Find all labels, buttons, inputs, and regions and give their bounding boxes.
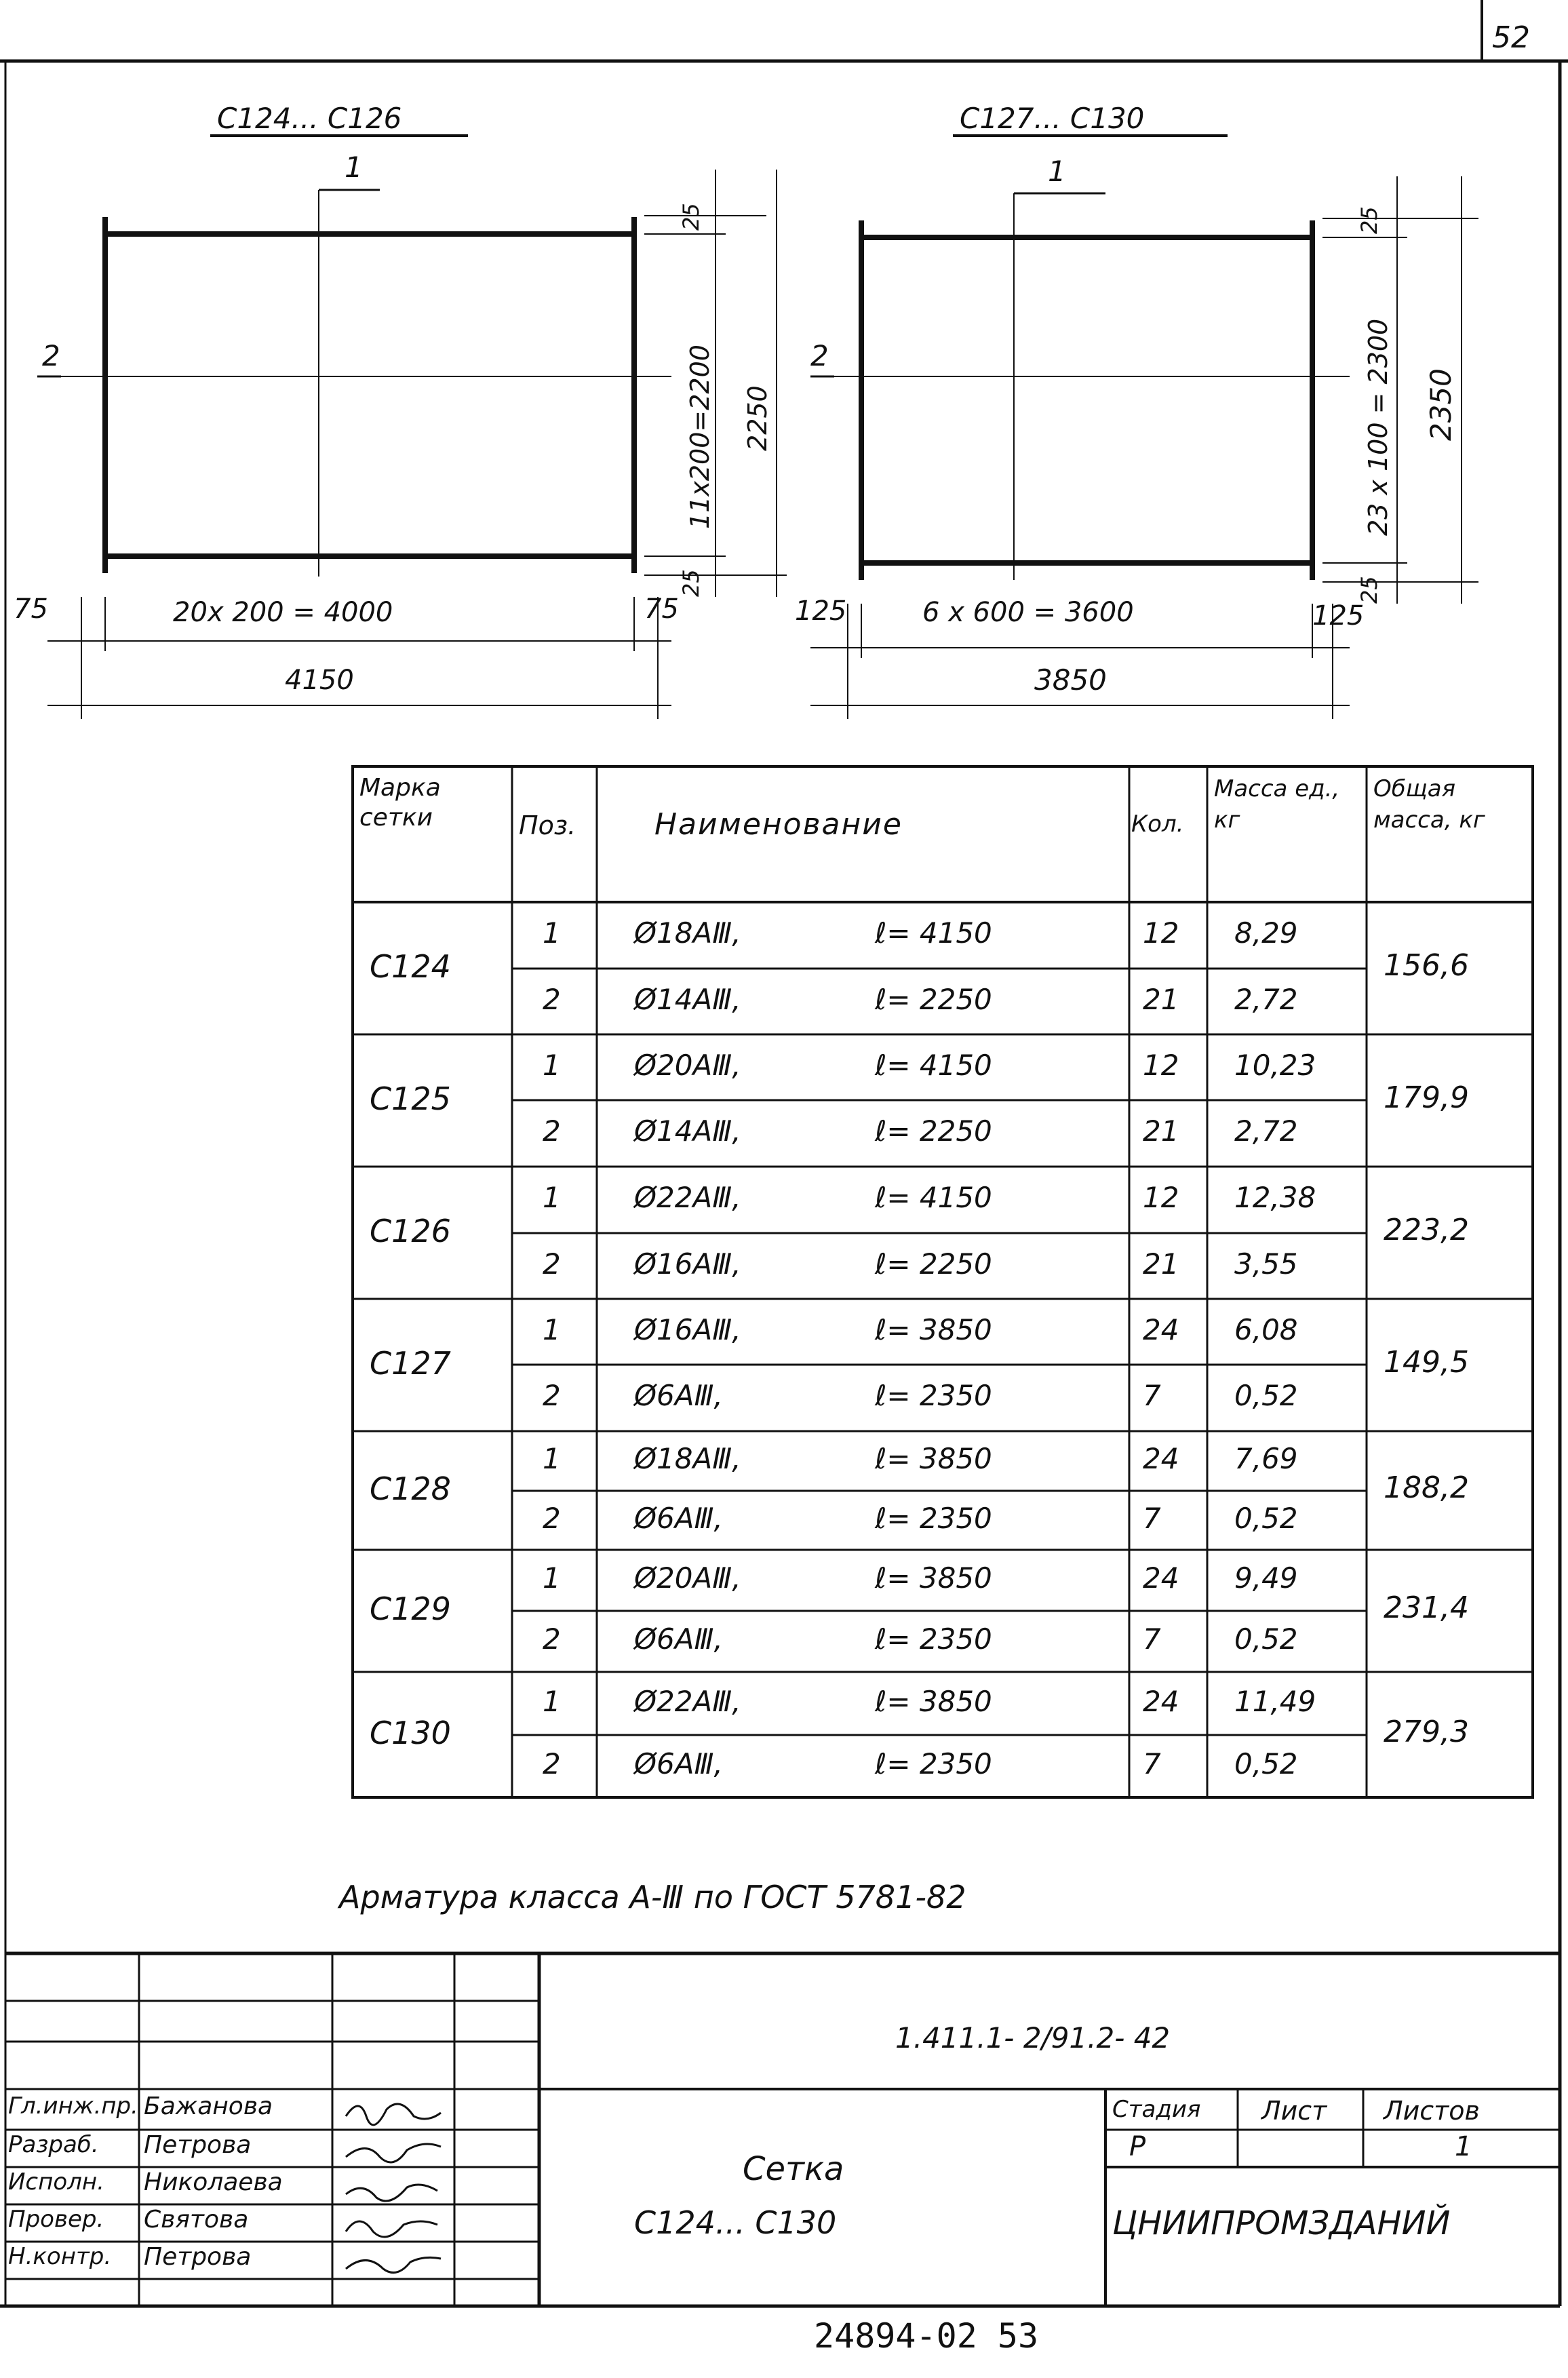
total-mass: 188,2 <box>1384 1470 1469 1505</box>
role-label: Провер. <box>8 2206 104 2233</box>
quantity: 21 <box>1143 982 1179 1016</box>
position-number: 1 <box>543 1684 561 1718</box>
bar-length: ℓ= 2350 <box>875 1622 992 1656</box>
total-mass: 179,9 <box>1384 1080 1469 1115</box>
bar-designation: Ø22АⅢ, <box>634 1181 741 1214</box>
unit-mass: 10,23 <box>1234 1048 1316 1082</box>
person-name: Петрова <box>144 2131 252 2159</box>
quantity: 24 <box>1143 1561 1179 1595</box>
role-label: Исполн. <box>8 2168 104 2196</box>
bar-length: ℓ= 2250 <box>875 1114 992 1148</box>
mesh-mark: С130 <box>370 1714 451 1751</box>
bar-designation: Ø20АⅢ, <box>634 1561 741 1595</box>
left-dim-vertical-total: 2250 <box>743 385 772 451</box>
person-name: Петрова <box>144 2243 252 2271</box>
bar-designation: Ø14АⅢ, <box>634 1114 741 1148</box>
position-number: 1 <box>543 1312 561 1346</box>
bar-length: ℓ= 4150 <box>875 916 992 950</box>
stage-label: Стадия <box>1112 2096 1201 2123</box>
bar-designation: Ø6АⅢ, <box>634 1622 723 1656</box>
bar-designation: Ø6АⅢ, <box>634 1501 723 1535</box>
bar-designation: Ø16АⅢ, <box>634 1247 741 1281</box>
unit-mass: 0,52 <box>1234 1501 1298 1535</box>
total-mass: 231,4 <box>1384 1591 1469 1625</box>
quantity: 21 <box>1143 1247 1179 1281</box>
bar-length: ℓ= 3850 <box>875 1312 992 1346</box>
quantity: 24 <box>1143 1442 1179 1475</box>
quantity: 12 <box>1143 1181 1179 1214</box>
quantity: 7 <box>1143 1501 1161 1535</box>
mesh-mark: С126 <box>370 1212 451 1249</box>
position-number: 2 <box>543 1501 561 1535</box>
reinforcement-note: Арматура класса А-Ⅲ по ГОСТ 5781-82 <box>339 1879 966 1915</box>
position-number: 1 <box>543 916 561 950</box>
stage-value: Р <box>1129 2131 1146 2162</box>
position-number: 2 <box>543 1622 561 1656</box>
drawing-title-line1: Сетка <box>743 2150 844 2188</box>
position-number: 2 <box>543 1379 561 1412</box>
position-number: 2 <box>543 982 561 1016</box>
mesh-mark: С125 <box>370 1080 451 1117</box>
organization-name: ЦНИИПРОМЗДАНИЙ <box>1112 2204 1451 2242</box>
position-number: 2 <box>543 1747 561 1780</box>
unit-mass: 12,38 <box>1234 1181 1316 1214</box>
bar-designation: Ø22АⅢ, <box>634 1684 741 1718</box>
bar-length: ℓ= 3850 <box>875 1684 992 1718</box>
bar-length: ℓ= 2350 <box>875 1747 992 1780</box>
bar-length: ℓ= 2250 <box>875 1247 992 1281</box>
bar-designation: Ø20АⅢ, <box>634 1048 741 1082</box>
left-dim-horizontal-total: 4150 <box>285 665 354 696</box>
right-dim-vertical-total: 2350 <box>1424 368 1457 441</box>
bar-length: ℓ= 4150 <box>875 1048 992 1082</box>
role-label: Н.контр. <box>8 2243 112 2270</box>
left-dim-horizontal-inner: 20х 200 = 4000 <box>173 597 393 628</box>
mesh-mark: С128 <box>370 1470 451 1507</box>
unit-mass: 11,49 <box>1234 1684 1316 1718</box>
total-mass: 279,3 <box>1384 1714 1469 1749</box>
header-name: Наименование <box>654 807 903 842</box>
left-dim-top: 25 <box>678 203 704 231</box>
bar-designation: Ø18АⅢ, <box>634 1442 741 1475</box>
position-number: 2 <box>543 1247 561 1281</box>
position-number: 1 <box>543 1181 561 1214</box>
mesh-mark: С124 <box>370 948 451 985</box>
mesh-mark: С127 <box>370 1344 451 1382</box>
person-name: Николаева <box>144 2168 283 2196</box>
right-dim-bottom: 25 <box>1356 576 1382 604</box>
right-dim-left: 125 <box>795 596 847 627</box>
right-dim-horizontal-inner: 6 х 600 = 3600 <box>922 597 1134 628</box>
quantity: 21 <box>1143 1114 1179 1148</box>
page-number: 52 <box>1492 20 1530 55</box>
left-dim-left: 75 <box>14 593 48 625</box>
mesh-mark: С129 <box>370 1591 451 1627</box>
sheet-label: Лист <box>1261 2096 1327 2126</box>
unit-mass: 6,08 <box>1234 1312 1298 1346</box>
bar-length: ℓ= 2250 <box>875 982 992 1016</box>
left-drawing-title: С124... С126 <box>217 102 402 135</box>
sheets-label: Листов <box>1384 2096 1480 2126</box>
total-mass: 223,2 <box>1384 1212 1469 1247</box>
right-dim-vertical-inner: 23 х 100 = 2300 <box>1363 318 1393 536</box>
footer-number: 24894-02 53 <box>814 2316 1039 2356</box>
person-name: Бажанова <box>144 2092 273 2120</box>
unit-mass: 0,52 <box>1234 1747 1298 1780</box>
quantity: 7 <box>1143 1622 1161 1656</box>
total-mass: 149,5 <box>1384 1344 1469 1380</box>
role-label: Разраб. <box>8 2131 99 2158</box>
header-mark: Марка сетки <box>359 774 441 832</box>
sheets-value: 1 <box>1455 2131 1472 2162</box>
right-dim-right: 125 <box>1312 600 1365 631</box>
person-name: Святова <box>144 2206 249 2234</box>
unit-mass: 7,69 <box>1234 1442 1298 1475</box>
quantity: 12 <box>1143 1048 1179 1082</box>
position-number: 2 <box>543 1114 561 1148</box>
bar-length: ℓ= 2350 <box>875 1379 992 1412</box>
unit-mass: 0,52 <box>1234 1622 1298 1656</box>
position-number: 1 <box>543 1048 561 1082</box>
bar-designation: Ø14АⅢ, <box>634 982 741 1016</box>
header-unit-mass: Масса ед., кг <box>1214 775 1340 834</box>
header-total-mass: Общая масса, кг <box>1373 775 1485 834</box>
bar-designation: Ø6АⅢ, <box>634 1747 723 1780</box>
left-section-label-1: 1 <box>345 151 363 184</box>
right-section-label-1: 1 <box>1048 155 1066 188</box>
document-code: 1.411.1- 2/91.2- 42 <box>895 2021 1171 2054</box>
left-section-label-2: 2 <box>42 339 60 372</box>
bar-length: ℓ= 3850 <box>875 1442 992 1475</box>
bar-designation: Ø18АⅢ, <box>634 916 741 950</box>
left-dim-bottom: 25 <box>678 569 704 597</box>
quantity: 12 <box>1143 916 1179 950</box>
header-qty: Кол. <box>1131 811 1184 838</box>
bar-length: ℓ= 4150 <box>875 1181 992 1214</box>
right-dim-horizontal-total: 3850 <box>1034 663 1107 697</box>
bar-length: ℓ= 3850 <box>875 1561 992 1595</box>
left-dim-vertical-inner: 11х200=2200 <box>685 345 715 529</box>
unit-mass: 3,55 <box>1234 1247 1298 1281</box>
quantity: 24 <box>1143 1684 1179 1718</box>
right-dim-top: 25 <box>1356 206 1382 234</box>
unit-mass: 2,72 <box>1234 1114 1298 1148</box>
role-label: Гл.инж.пр. <box>8 2092 138 2120</box>
total-mass: 156,6 <box>1384 948 1469 983</box>
unit-mass: 8,29 <box>1234 916 1298 950</box>
quantity: 7 <box>1143 1379 1161 1412</box>
drawing-title-line2: С124... С130 <box>634 2204 837 2241</box>
unit-mass: 0,52 <box>1234 1379 1298 1412</box>
quantity: 7 <box>1143 1747 1161 1780</box>
position-number: 1 <box>543 1442 561 1475</box>
bar-designation: Ø16АⅢ, <box>634 1312 741 1346</box>
left-dim-right: 75 <box>644 593 679 625</box>
unit-mass: 9,49 <box>1234 1561 1298 1595</box>
header-pos: Поз. <box>519 811 576 840</box>
bar-designation: Ø6АⅢ, <box>634 1379 723 1412</box>
signature-marks <box>332 2089 454 2306</box>
right-section-label-2: 2 <box>810 339 829 372</box>
quantity: 24 <box>1143 1312 1179 1346</box>
bar-length: ℓ= 2350 <box>875 1501 992 1535</box>
unit-mass: 2,72 <box>1234 982 1298 1016</box>
right-drawing-title: С127... С130 <box>960 102 1145 135</box>
position-number: 1 <box>543 1561 561 1595</box>
